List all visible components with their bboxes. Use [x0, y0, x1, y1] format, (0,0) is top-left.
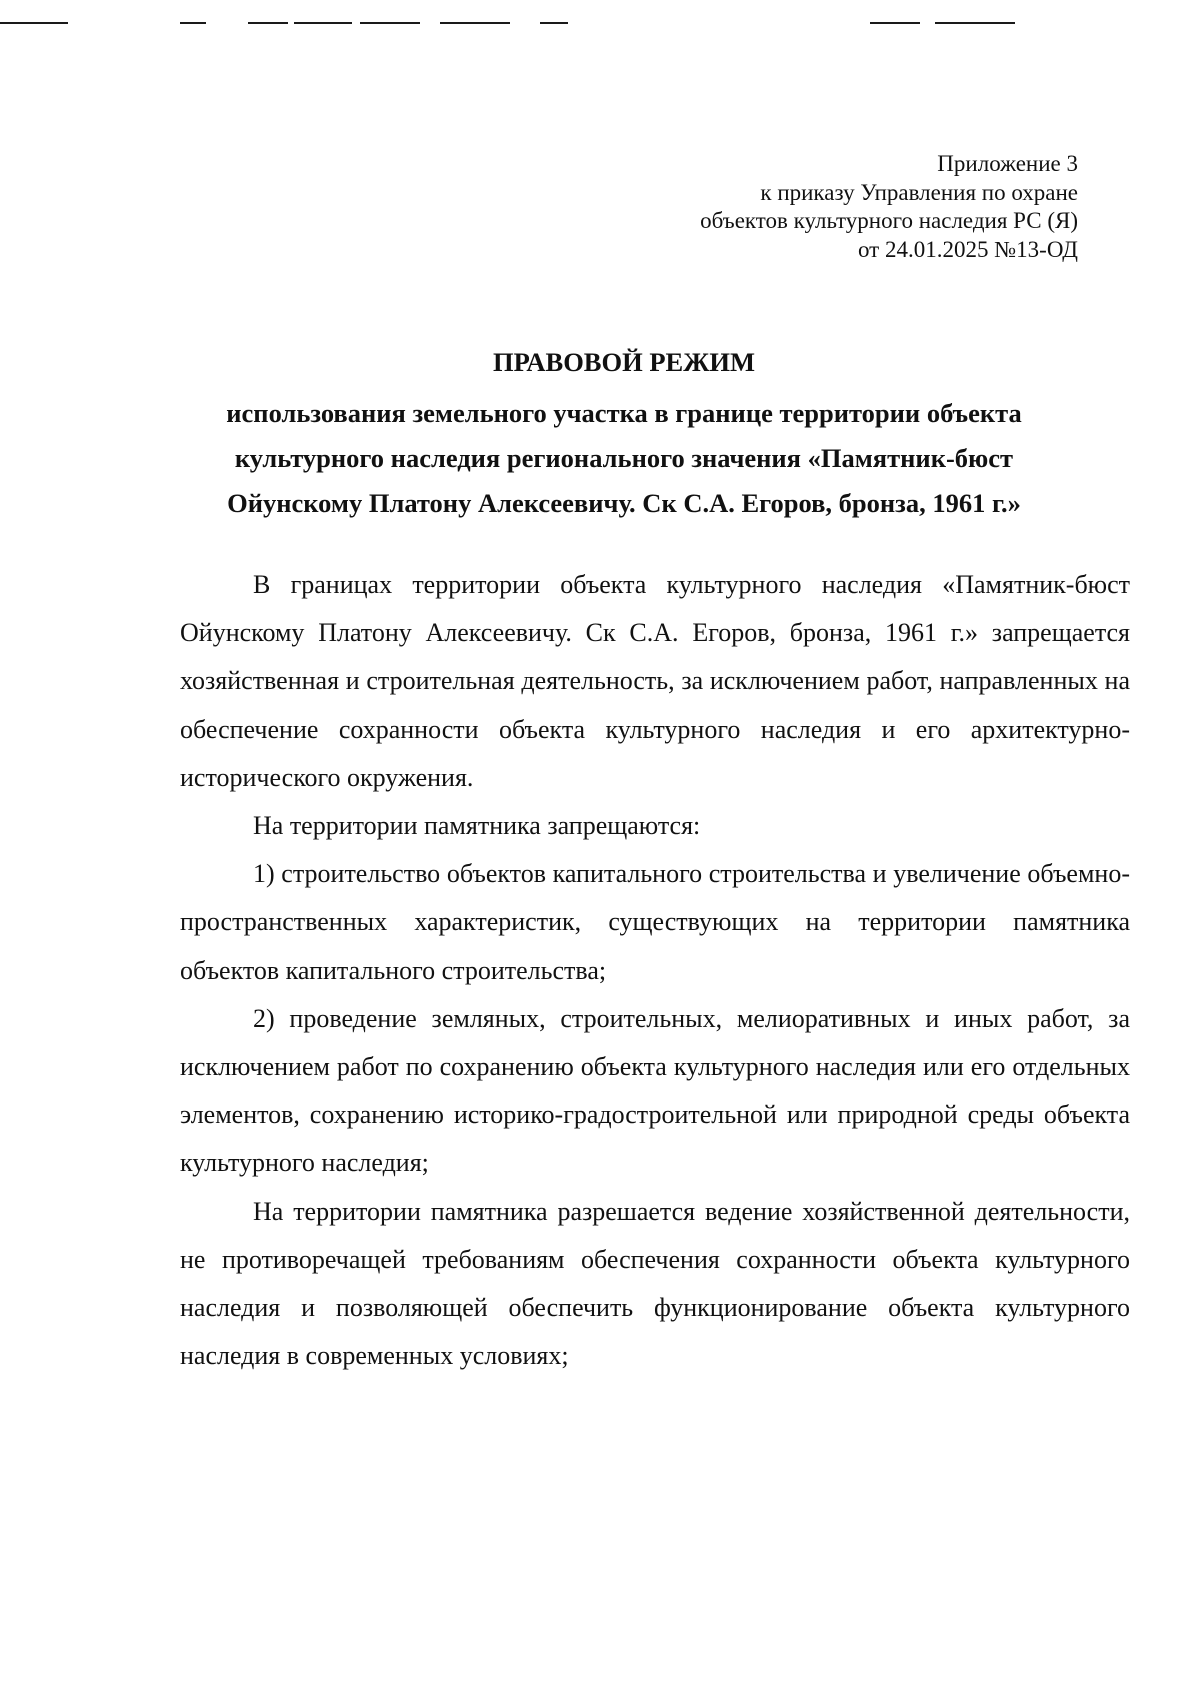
document-body	[180, 561, 1130, 1380]
appendix-order-line: к приказу Управления по охране	[760, 179, 1078, 205]
paragraph-boundaries: В границах территории объекта культурного наследия «Памятник-бюст Ойунскому Платону Алексеевичу. Ск С.А. Егоров, бронза, 1961 г.» запрещается хозяйственная и строительная деятельность, за исключением работ, направленных на обеспечение сохранности объекта культурного наследия и его архитектурно-исторического окружения.	[180, 570, 1130, 792]
document-subtitle-line-3: Ойунскому Платону Алексеевичу. Ск С.А. Егоров, бронза, 1961 г.»	[227, 488, 1021, 518]
scan-artifact-lines	[0, 22, 1200, 26]
document-subtitle-line-2: культурного наследия регионального значения «Памятник-бюст	[234, 443, 1014, 473]
appendix-authority-line: объектов культурного наследия РС (Я)	[700, 208, 1078, 233]
document-heading	[170, 347, 1078, 526]
paragraph-permitted-activity: На территории памятника разрешается ведение хозяйственной деятельности, не противоречащей требованиям обеспечения сохранности объекта культурного наследия и позволяющей обеспечить функционирование объекта культурного наследия в современных условиях;	[180, 1196, 1130, 1371]
paragraph-prohibitions-intro: На территории памятника запрещаются:	[253, 811, 701, 841]
document-title: ПРАВОВОЙ РЕЖИМ	[492, 347, 756, 377]
appendix-date-number: от 24.01.2025 №13-ОД	[857, 236, 1078, 262]
appendix-reference	[700, 150, 1078, 264]
document-subtitle-line-1: использования земельного участка в границе территории объекта	[226, 398, 1022, 428]
appendix-number: Приложение 3	[937, 151, 1078, 176]
paragraph-prohibition-2: 2) проведение земляных, строительных, мелиоративных и иных работ, за исключением работ по сохранению объекта культурного наследия или его отдельных элементов, сохранению историко-градостроительной или природной среды объекта культурного наследия;	[180, 1003, 1130, 1178]
paragraph-prohibition-1: 1) строительство объектов капитального строительства и увеличение объемно-пространственных характеристик, существующих на территории памятника объектов капитального строительства;	[180, 859, 1130, 985]
